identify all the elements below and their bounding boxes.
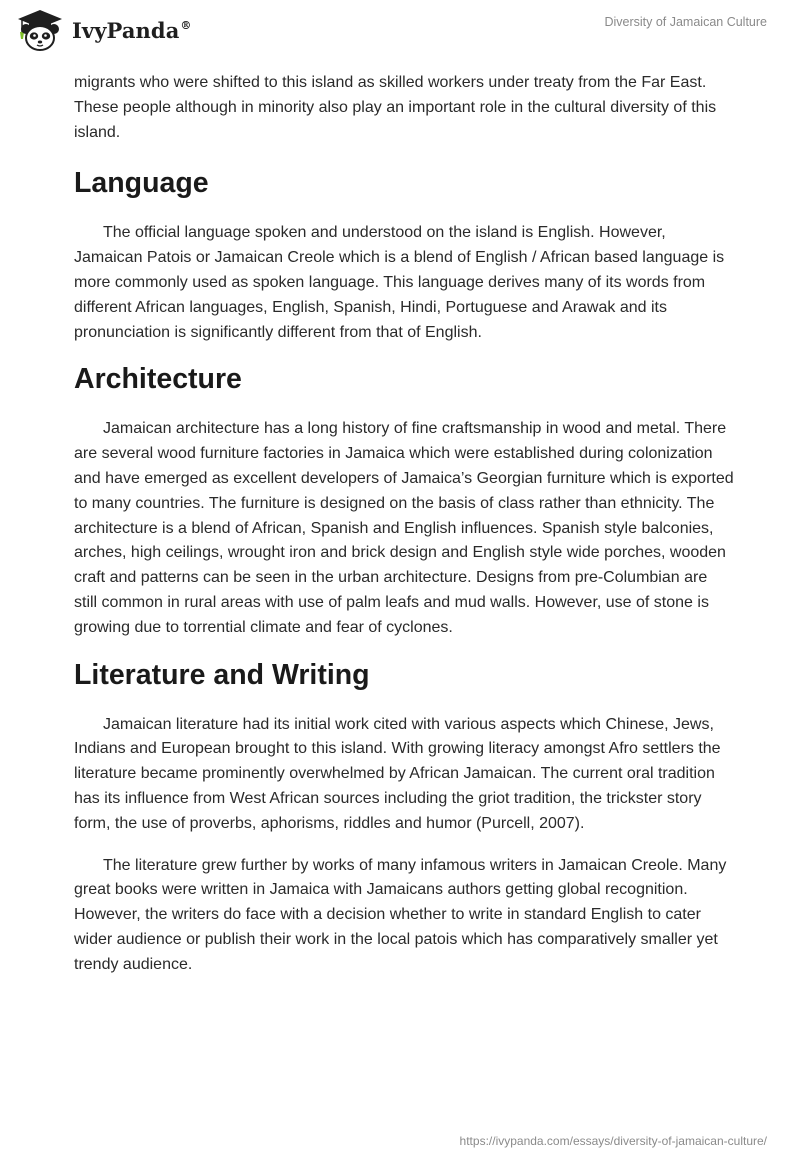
literature-paragraph-1: Jamaican literature had its initial work cited with various aspects which Chinese, Jews, Indians and European brought to this island. With growing literacy amongst Afro settlers the literature became prominently overwhelmed by African Jamaican. The current oral tradition has its influence from West African sources including the griot tradition, the trickster story form, the use of proverbs, aphorisms, riddles and humor (Purcell, 2007). xyxy=(74,715,721,832)
panda-graduate-icon xyxy=(14,8,66,52)
brand-logo[interactable] xyxy=(14,8,192,52)
document-title: Diversity of Jamaican Culture xyxy=(604,15,767,29)
section-heading-literature: Literature and Writing xyxy=(74,658,370,691)
source-url[interactable]: https://ivypanda.com/essays/diversity-of-jamaican-culture/ xyxy=(459,1134,767,1148)
brand-name: IvyPanda® xyxy=(72,17,192,43)
literature-paragraph-2: The literature grew further by works of many infamous writers in Jamaican Creole. Many great books were written in Jamaica with Jamaicans authors getting global recognition. However, the writers do face with a decision whether to write in standard English to cater wider audience or publish their work in the local patois which has comparatively smaller yet trendy audience. xyxy=(74,856,727,973)
essay-content xyxy=(74,71,734,978)
page-header xyxy=(0,0,800,70)
registered-mark: ® xyxy=(180,18,192,32)
language-paragraph: The official language spoken and understood on the island is English. However, Jamaican Patois or Jamaican Creole which is a blend of English / African based language is more commonly used as spoken language. This language derives many of its words from different African languages, English, Spanish, Hindi, Portuguese and Arawak and its pronunciation is significantly different from that of English. xyxy=(74,224,725,341)
section-heading-architecture: Architecture xyxy=(74,363,242,396)
intro-continuation: migrants who were shifted to this island as skilled workers under treaty from the Far East. These people although in minority also play an important role in the cultural diversity of this island. xyxy=(74,74,717,141)
architecture-paragraph: Jamaican architecture has a long history of fine craftsmanship in wood and metal. There are several wood furniture factories in Jamaica which were established during colonization and have emerged as excellent developers of Jamaica’s Georgian furniture which is exported to many countries. The furniture is designed on the basis of class rather than ethnicity. The architecture is a blend of African, Spanish and English influences. Spanish style balconies, arches, high ceilings, wrought iron and brick design and English style wide porches, wooden craft and patterns can be seen in the urban architecture. Designs from pre-Columbian are still common in rural areas with use of palm leafs and mud walls. However, use of stone is growing due to torrential climate and fear of cyclones. xyxy=(74,420,734,636)
section-heading-language: Language xyxy=(74,167,209,200)
